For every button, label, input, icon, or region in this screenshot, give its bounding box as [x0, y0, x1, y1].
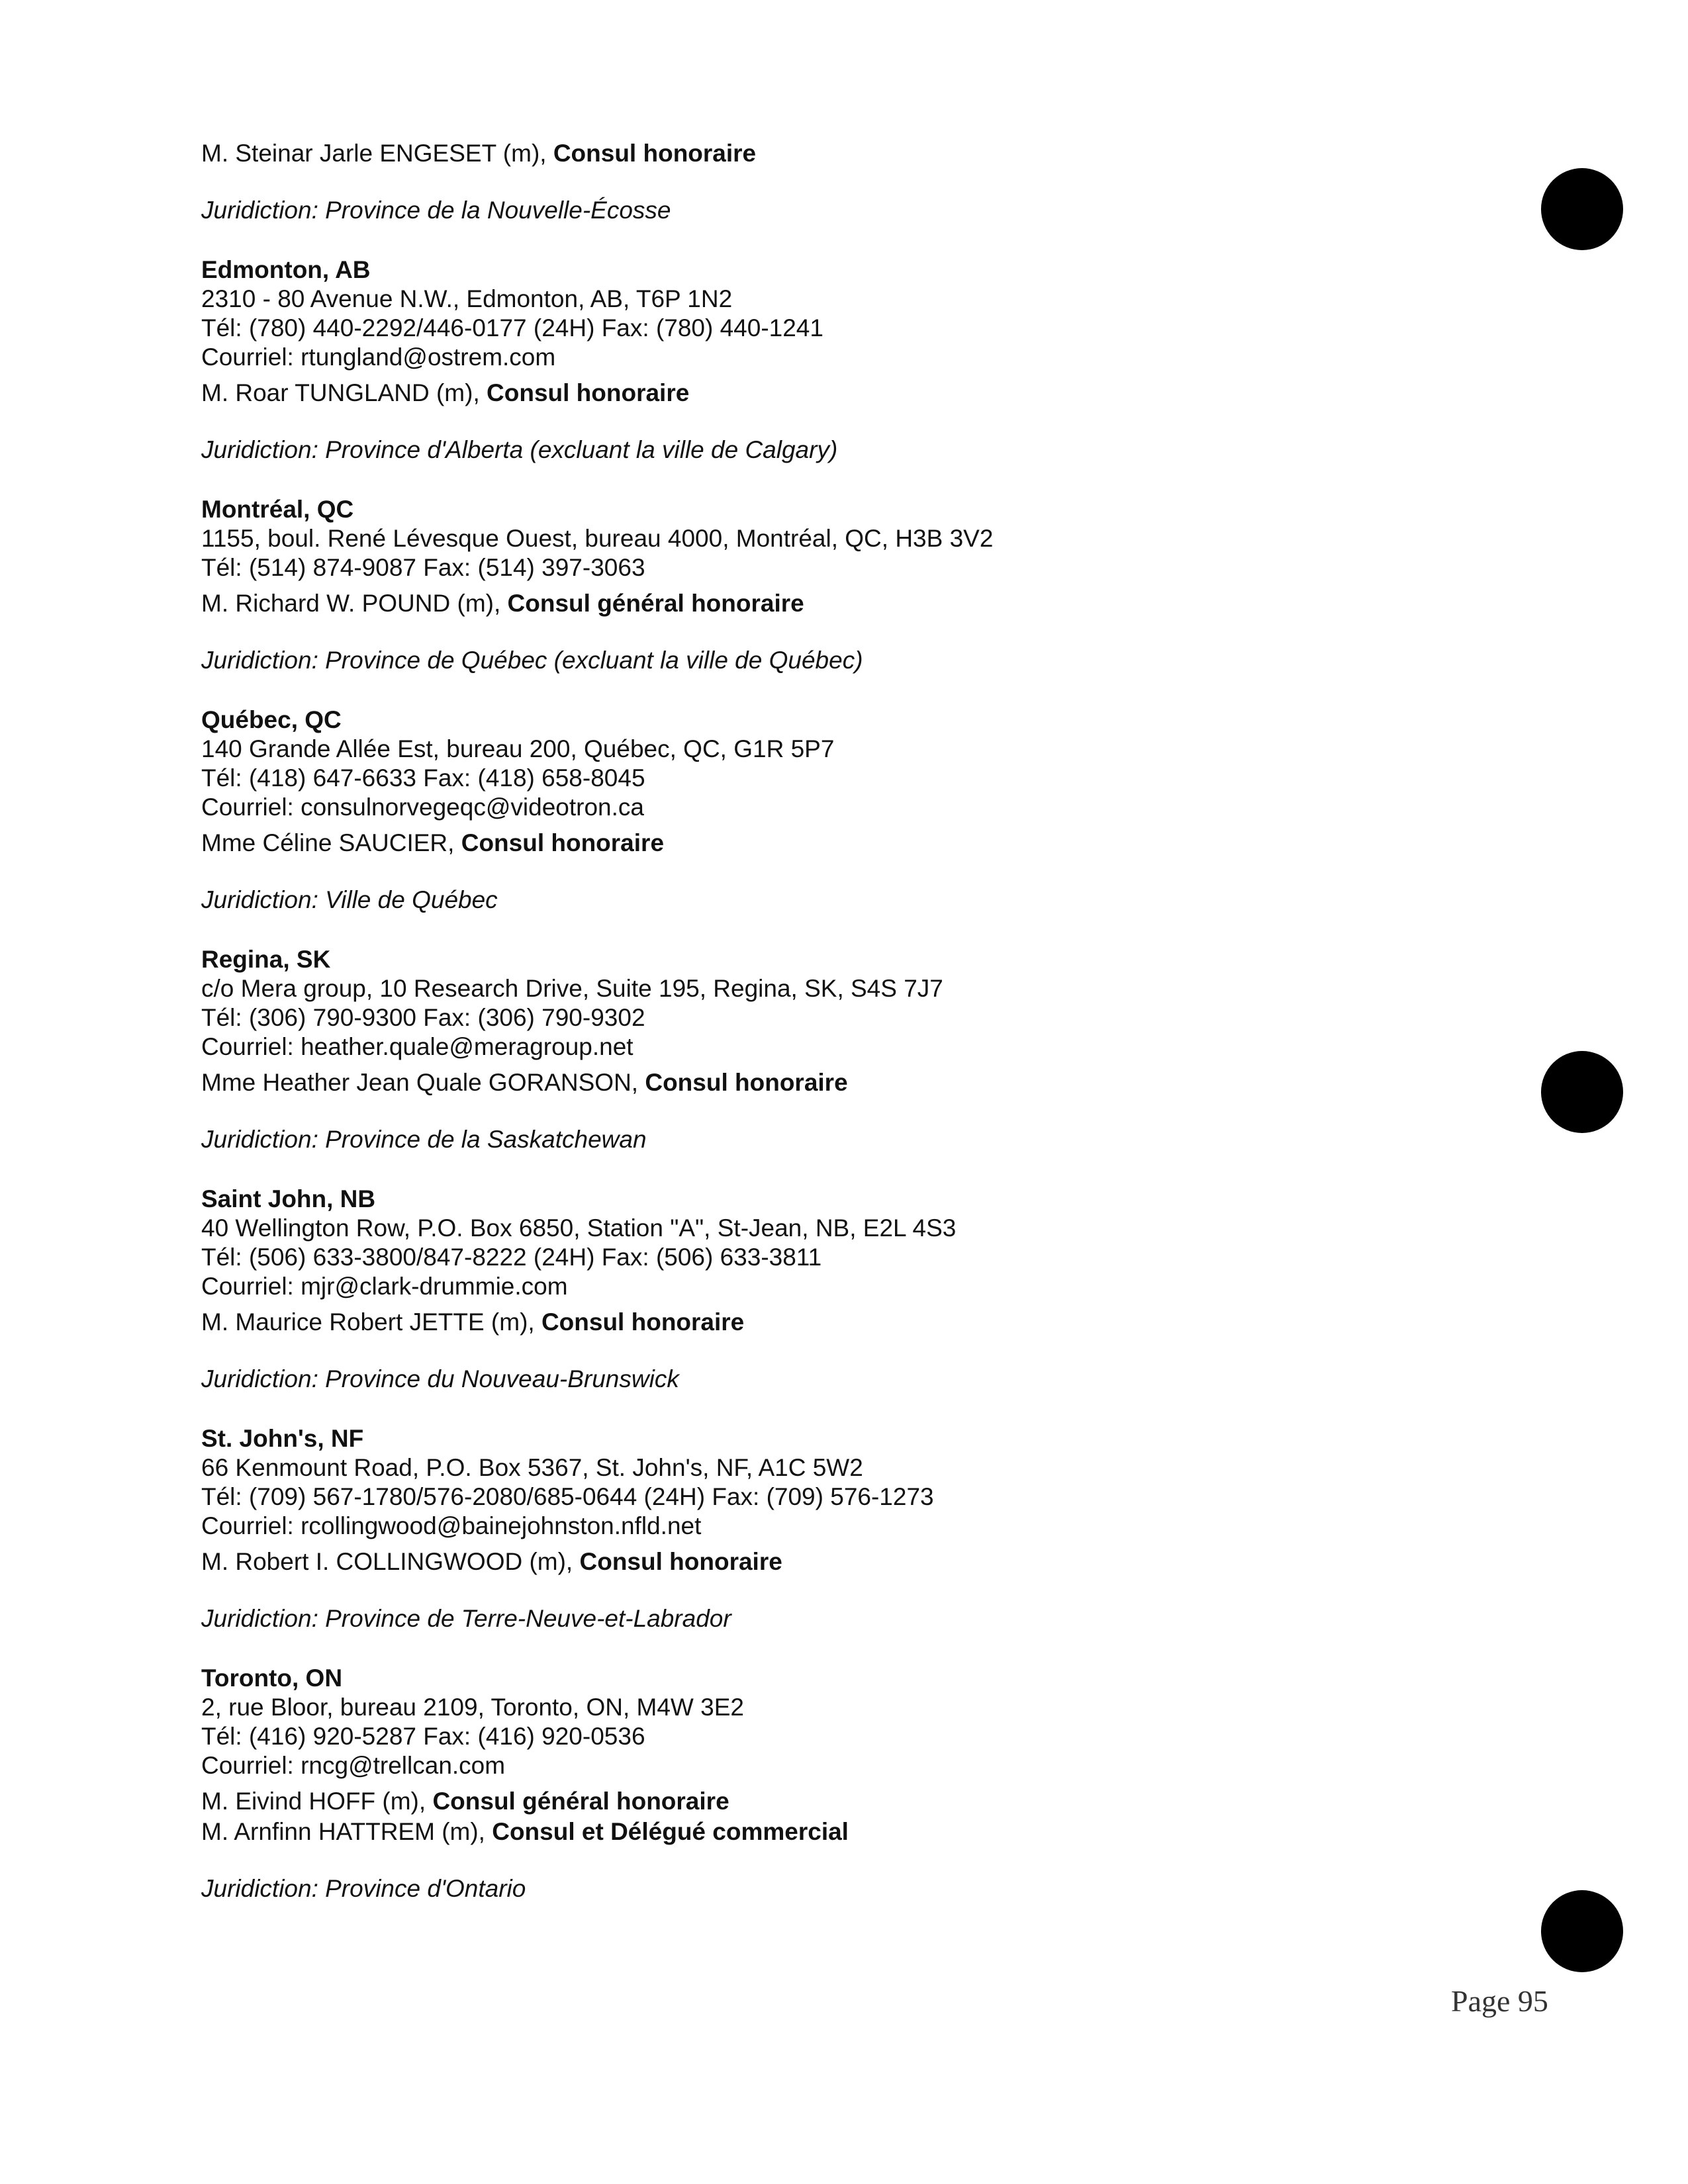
- person-title: Consul honoraire: [541, 1308, 745, 1336]
- office-address: c/o Mera group, 10 Research Drive, Suite 195, Regina, SK, S4S 7J7: [201, 975, 943, 1002]
- person-title: Consul honoraire: [645, 1069, 848, 1096]
- office-city: St. John's, NF: [201, 1425, 364, 1452]
- office-address: 2, rue Bloor, bureau 2109, Toronto, ON, M4W 3E2: [201, 1694, 744, 1721]
- office-city: Regina, SK: [201, 946, 331, 973]
- person-name: M. Richard W. POUND (m),: [201, 590, 508, 617]
- person-line: [201, 1068, 1459, 1097]
- office-city: Québec, QC: [201, 706, 342, 733]
- person-name: M. Steinar Jarle ENGESET (m),: [201, 140, 553, 167]
- office-phone: Tél: (416) 920-5287 Fax: (416) 920-0536: [201, 1723, 645, 1750]
- office-email: Courriel: rncg@trellcan.com: [201, 1752, 506, 1779]
- person-title: Consul honoraire: [487, 379, 690, 406]
- office-regina: [201, 945, 1459, 1154]
- continued-entry: [201, 139, 1459, 225]
- page-number: Page 95: [1451, 1984, 1548, 2018]
- consulate-listing: [201, 139, 1459, 1903]
- office-phone: Tél: (418) 647-6633 Fax: (418) 658-8045: [201, 764, 645, 792]
- person-line: [201, 1308, 1459, 1337]
- office-quebec: [201, 705, 1459, 915]
- jurisdiction: Juridiction: Province de Québec (excluant la ville de Québec): [201, 647, 863, 674]
- office-st-johns: [201, 1424, 1459, 1633]
- person-title: Consul général honoraire: [507, 590, 804, 617]
- person-name: Mme Céline SAUCIER,: [201, 829, 461, 856]
- jurisdiction: Juridiction: Province du Nouveau-Brunswick: [201, 1365, 679, 1392]
- office-address: 140 Grande Allée Est, bureau 200, Québec, QC, G1R 5P7: [201, 735, 835, 762]
- office-city: Toronto, ON: [201, 1664, 343, 1692]
- office-email: Courriel: heather.quale@meragroup.net: [201, 1033, 633, 1060]
- person-name: Mme Heather Jean Quale GORANSON,: [201, 1069, 645, 1096]
- person-name: M. Robert I. COLLINGWOOD (m),: [201, 1548, 580, 1575]
- office-montreal: [201, 495, 1459, 675]
- person-line: [201, 829, 1459, 858]
- person-name: M. Maurice Robert JETTE (m),: [201, 1308, 541, 1336]
- jurisdiction: Juridiction: Province de la Nouvelle-Écosse: [201, 197, 671, 224]
- office-toronto: [201, 1664, 1459, 1903]
- jurisdiction: Juridiction: Province d'Alberta (excluant la ville de Calgary): [201, 436, 838, 463]
- punch-hole-bottom: [1541, 1890, 1623, 1972]
- office-edmonton: [201, 255, 1459, 465]
- office-address: 40 Wellington Row, P.O. Box 6850, Station "A", St-Jean, NB, E2L 4S3: [201, 1214, 957, 1242]
- office-phone: Tél: (780) 440-2292/446-0177 (24H) Fax: (780) 440-1241: [201, 314, 823, 341]
- person-name: M. Eivind HOFF (m),: [201, 1788, 433, 1815]
- person-line: [201, 589, 1459, 618]
- office-phone: Tél: (506) 633-3800/847-8222 (24H) Fax: (506) 633-3811: [201, 1244, 822, 1271]
- office-city: Edmonton, AB: [201, 256, 371, 283]
- office-saint-john: [201, 1185, 1459, 1394]
- person-line: [201, 379, 1459, 408]
- office-email: Courriel: mjr@clark-drummie.com: [201, 1273, 568, 1300]
- person-line: [201, 1787, 1459, 1816]
- office-phone: Tél: (709) 567-1780/576-2080/685-0644 (24H) Fax: (709) 576-1273: [201, 1483, 934, 1510]
- person-title: Consul honoraire: [553, 140, 757, 167]
- office-address: 66 Kenmount Road, P.O. Box 5367, St. John's, NF, A1C 5W2: [201, 1454, 863, 1481]
- person-title: Consul honoraire: [461, 829, 665, 856]
- person-title: Consul général honoraire: [432, 1788, 729, 1815]
- office-city: Saint John, NB: [201, 1185, 376, 1212]
- punch-hole-top: [1541, 168, 1623, 250]
- office-city: Montréal, QC: [201, 496, 354, 523]
- punch-hole-middle: [1541, 1051, 1623, 1133]
- jurisdiction: Juridiction: Province de la Saskatchewan: [201, 1126, 647, 1153]
- person-title: Consul et Délégué commercial: [492, 1818, 849, 1845]
- office-email: Courriel: consulnorvegeqc@videotron.ca: [201, 794, 644, 821]
- person-title: Consul honoraire: [579, 1548, 782, 1575]
- office-address: 2310 - 80 Avenue N.W., Edmonton, AB, T6P 1N2: [201, 285, 733, 312]
- jurisdiction: Juridiction: Province de Terre-Neuve-et-Labrador: [201, 1605, 731, 1632]
- person-line: [201, 139, 1459, 168]
- office-phone: Tél: (514) 874-9087 Fax: (514) 397-3063: [201, 554, 645, 581]
- jurisdiction: Juridiction: Province d'Ontario: [201, 1875, 526, 1902]
- office-address: 1155, boul. René Lévesque Ouest, bureau 4000, Montréal, QC, H3B 3V2: [201, 525, 994, 552]
- person-name: M. Roar TUNGLAND (m),: [201, 379, 487, 406]
- person-name: M. Arnfinn HATTREM (m),: [201, 1818, 492, 1845]
- office-email: Courriel: rtungland@ostrem.com: [201, 343, 556, 371]
- office-email: Courriel: rcollingwood@bainejohnston.nfld.net: [201, 1512, 702, 1539]
- person-line: [201, 1817, 1459, 1846]
- person-line: [201, 1547, 1459, 1576]
- jurisdiction: Juridiction: Ville de Québec: [201, 886, 498, 913]
- office-phone: Tél: (306) 790-9300 Fax: (306) 790-9302: [201, 1004, 645, 1031]
